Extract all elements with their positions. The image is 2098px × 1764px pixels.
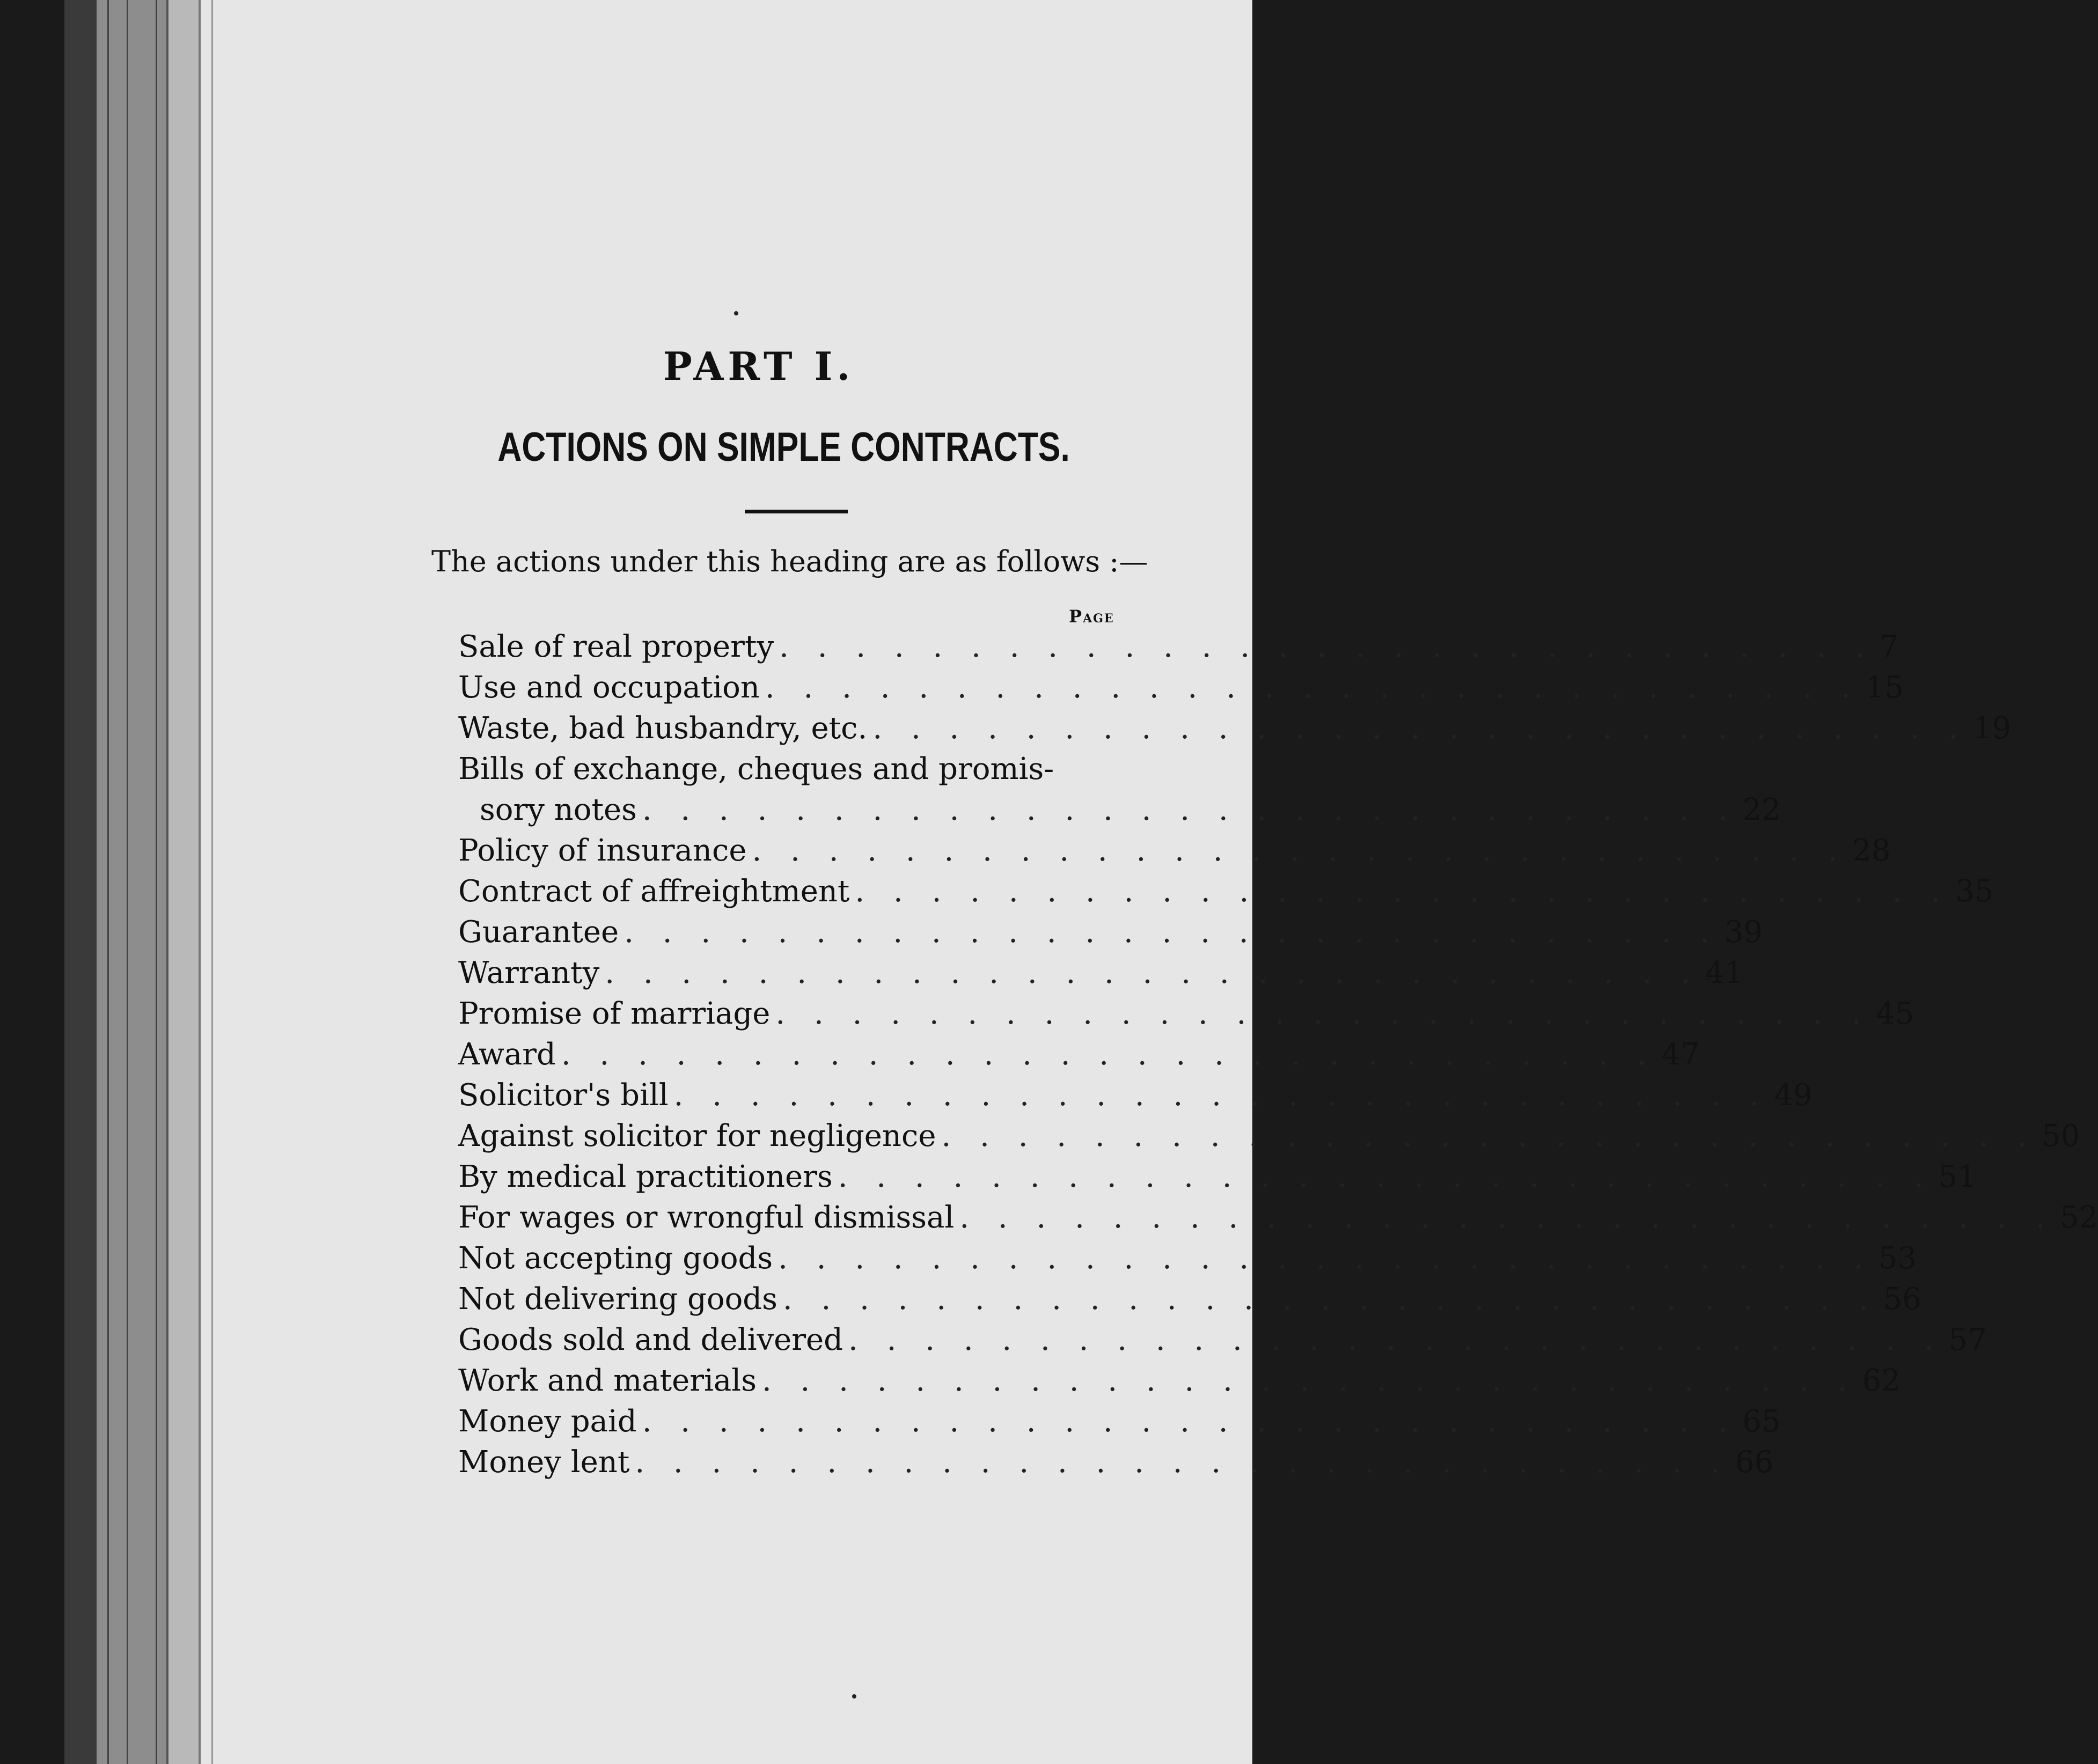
contents-entry — [458, 1157, 1977, 1197]
page-edge-line — [156, 0, 157, 1764]
entry-title: Warranty — [458, 955, 600, 990]
entry-page-number: 53 — [1878, 1241, 1917, 1276]
entry-title: sory notes — [480, 792, 637, 827]
page-edge-line — [127, 0, 128, 1764]
dot-leader: . . . . . . . . . . . . . . . . . . . . . . . . . . . . . — [635, 1445, 1730, 1480]
entry-page-number: 49 — [1774, 1078, 1813, 1113]
entry-title: Contract of affreightment — [458, 874, 850, 909]
entry-title: Waste, bad husbandry, etc. — [458, 711, 868, 746]
dot-leader: . . . . . . . . . . . . . . . . . . . . . . . . . . . . . — [941, 1119, 2037, 1153]
page-column-header: Page — [1069, 606, 1114, 627]
entry-title: Guarantee — [458, 915, 619, 950]
entry-page-number: 66 — [1735, 1445, 1774, 1480]
dot-leader: . . . . . . . . . . . . . . . . . . . . . . . . . . . . . — [752, 833, 1847, 868]
book-page — [199, 0, 2098, 1764]
contents-entry — [458, 1320, 1987, 1361]
dot-leader: . . . . . . . . . . . . . . . . . . . . . . . . . . . . . — [624, 915, 1719, 950]
contents-entry — [458, 1116, 2080, 1157]
dot-leader: . . . . . . . . . . . . . . . . . . . . . . . . . . . . . — [775, 996, 1871, 1031]
contents-entry — [458, 749, 1333, 790]
dot-leader: . . . . . . . . . . . . . . . . . . . . . . . . . . . . . — [959, 1200, 2055, 1235]
page-edge-line — [107, 0, 109, 1764]
part-heading-text: PART I. — [663, 343, 855, 389]
entry-title: Policy of insurance — [458, 833, 747, 868]
entry-page-number: 47 — [1661, 1037, 1700, 1072]
entry-page-number: 50 — [2042, 1119, 2080, 1153]
intro-text: The actions under this heading are as follows :— — [431, 545, 1148, 578]
dot-leader: . . . . . . . . . . . . . . . . . . . . . . . . . . . . . — [561, 1037, 1656, 1072]
entry-page-number: 28 — [1852, 833, 1891, 868]
contents-entry — [458, 1442, 1774, 1483]
dot-leader: . . . . . . . . . . . . . . . . . . . . . . . . . . . . . — [605, 955, 1700, 990]
entry-title: For wages or wrongful dismissal — [458, 1200, 955, 1235]
entry-title: Money lent — [458, 1445, 630, 1480]
entry-title: Bills of exchange, cheques and promis- — [458, 752, 1054, 787]
contents-entry — [458, 667, 1904, 708]
part-heading — [201, 343, 1252, 389]
contents-list — [458, 627, 2098, 1483]
entry-title: Sale of real property — [458, 629, 774, 664]
entry-page-number: 35 — [1955, 874, 1994, 909]
contents-entry — [458, 1279, 1921, 1320]
page-stack-edge — [166, 0, 201, 1764]
dot-leader: . . . . . . . . . . . . . . . . . . . . . . . . . . . . . — [779, 629, 1874, 664]
dot-leader: . . . . . . . . . . . . . . . . . . . . . . . . . . . . . — [673, 1078, 1769, 1113]
dot-leader: . . . . . . . . . . . . . . . . . . . . . . . . . . . . . — [838, 1159, 1933, 1194]
dot-leader: . . . . . . . . . . . . . . . . . . . . . . . . . . . . . — [765, 670, 1860, 705]
dot-leader: . . . . . . . . . . . . . . . . . . . . . . . . . . . . . — [872, 711, 1968, 746]
entry-page-number: 41 — [1705, 955, 1744, 990]
contents-entry — [458, 627, 1899, 667]
section-heading — [295, 424, 1157, 471]
entry-title: Promise of marriage — [458, 996, 771, 1031]
entry-page-number: 62 — [1862, 1363, 1901, 1398]
entry-title: Work and materials — [458, 1363, 757, 1398]
entry-title: Use and occupation — [458, 670, 760, 705]
dot-leader: . . . . . . . . . . . . . . . . . . . . . . . . . . . . . — [782, 1282, 1878, 1317]
contents-entry — [458, 871, 1994, 912]
entry-page-number: 45 — [1876, 996, 1914, 1031]
contents-entry — [458, 912, 1763, 953]
entry-page-number: 65 — [1742, 1404, 1781, 1439]
contents-entry — [458, 953, 1744, 994]
dot-leader: . . . . . . . . . . . . . . . . . . . . . . . . . . . . . — [642, 792, 1737, 827]
contents-entry — [458, 1238, 1917, 1279]
page-gutter-line — [211, 0, 213, 1764]
contents-entry — [458, 1034, 1700, 1075]
page-stack-edge — [64, 0, 97, 1764]
entry-title: Not delivering goods — [458, 1282, 777, 1317]
speck — [734, 311, 738, 315]
contents-entry — [458, 790, 1781, 830]
entry-page-number: 22 — [1742, 792, 1781, 827]
entry-page-number: 39 — [1724, 915, 1763, 950]
dot-leader: . . . . . . . . . . . . . . . . . . . . . . . . . . . . . — [761, 1363, 1857, 1398]
entry-page-number: 15 — [1865, 670, 1904, 705]
dot-leader: . . . . . . . . . . . . . . . . . . . . . . . . . . . . . — [848, 1322, 1943, 1357]
entry-title: Solicitor's bill — [458, 1078, 669, 1113]
contents-entry — [458, 1361, 1901, 1401]
entry-page-number: 19 — [1973, 711, 2012, 746]
entry-title: By medical practitioners — [458, 1159, 833, 1194]
dot-leader: . . . . . . . . . . . . . . . . . . . . . . . . . . . . . — [642, 1404, 1737, 1439]
entry-title: Not accepting goods — [458, 1241, 773, 1276]
section-heading-text: ACTIONS ON SIMPLE CONTRACTS. — [497, 424, 1070, 470]
entry-page-number: 51 — [1938, 1159, 1977, 1194]
heading-rule — [745, 510, 848, 513]
speck — [852, 1694, 856, 1699]
dot-leader: . . . . . . . . . . . . . . . . . . . . . . . . . . . . . — [778, 1241, 1873, 1276]
entry-page-number: 57 — [1948, 1322, 1987, 1357]
entry-title: Against solicitor for negligence — [458, 1119, 936, 1153]
contents-entry — [458, 994, 1914, 1034]
entry-page-number: 52 — [2059, 1200, 2098, 1235]
contents-entry — [458, 1401, 1781, 1442]
entry-page-number: 56 — [1883, 1282, 1921, 1317]
entry-title: Award — [458, 1037, 556, 1072]
dot-leader: . . . . . . . . . . . . . . . . . . . . . . . . . . . . . — [855, 874, 1950, 909]
entry-title: Goods sold and delivered — [458, 1322, 843, 1357]
contents-entry — [458, 708, 2012, 749]
contents-entry — [458, 830, 1891, 871]
entry-page-number: 7 — [1879, 629, 1899, 664]
contents-entry — [458, 1075, 1813, 1116]
contents-entry — [458, 1197, 2098, 1238]
entry-title: Money paid — [458, 1404, 637, 1439]
